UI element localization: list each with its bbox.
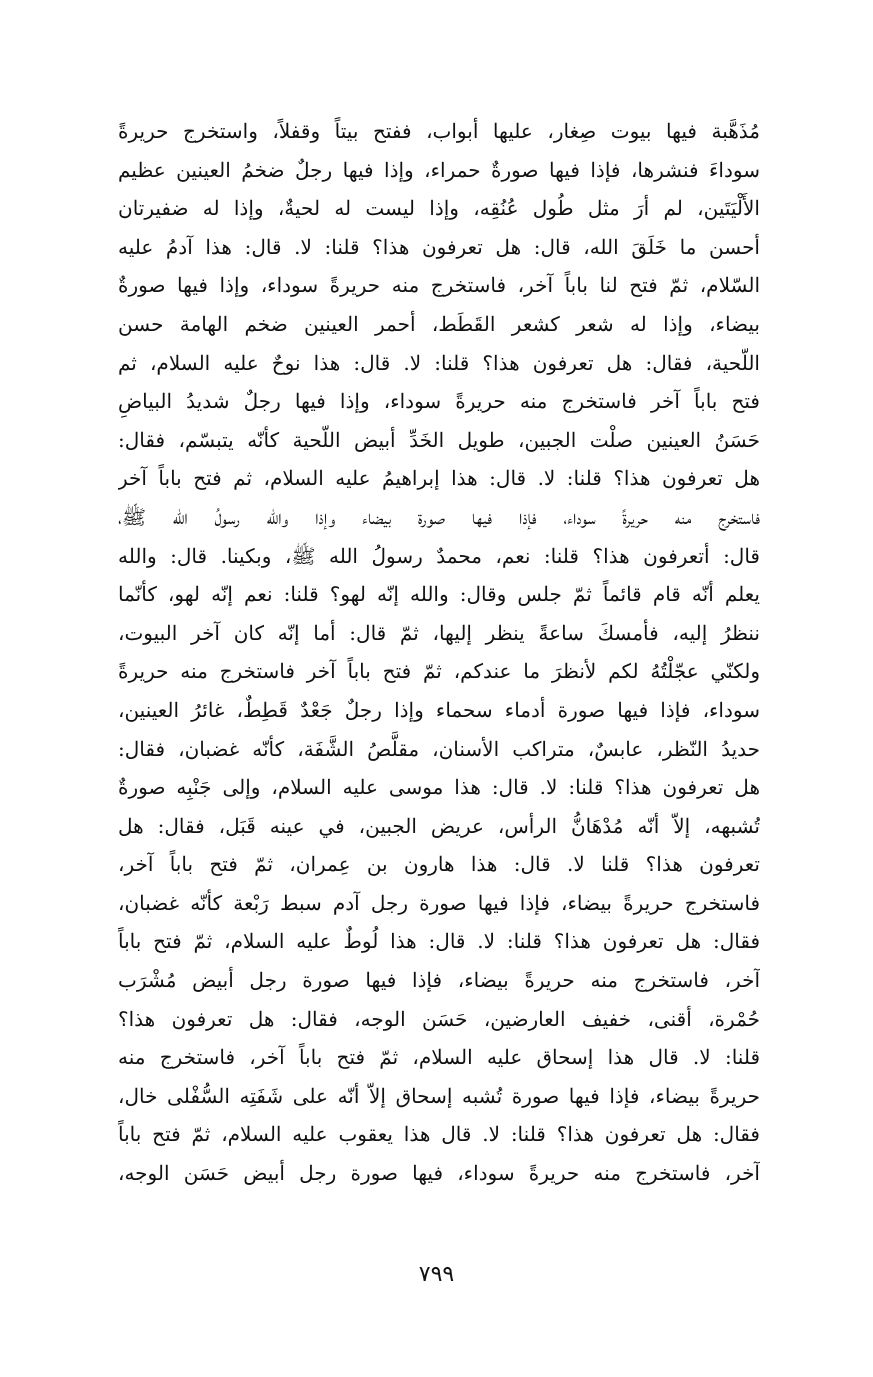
- body-text: [118, 112, 760, 1193]
- text-line-14: ننظرُ إليه، فأمسكَ ساعةً ينظر إليها، ثمّ قال: أما إنّه كان آخر البيوت،: [118, 620, 760, 645]
- text-line-22: فقال: هل تعرفون هذا؟ قلنا: لا. قال: هذا لُوطٌ عليه السلام، ثمّ فتح باباً: [118, 929, 760, 954]
- text-line-4: أحسن ما خَلَقَ الله، قال: هل تعرفون هذا؟ قلنا: لا. قال: هذا آدمُ عليه: [118, 234, 760, 259]
- text-line-24: حُمْرة، أقنى، خفيف العارضين، حَسَن الوجه، فقال: هل تعرفون هذا؟: [118, 1006, 760, 1031]
- text-line-21: فاستخرج حريرةً بيضاء، فإذا فيها صورة رجل آدم سبط رَبْعة كأنّه غضبان،: [118, 890, 760, 915]
- text-line-23: آخر، فاستخرج منه حريرةً بيضاء، فإذا فيها صورة رجل أبيض مُشْرَب: [118, 968, 760, 993]
- text-line-13: يعلم أنّه قام قائماً ثمّ جلس وقال: والله إنّه لهو؟ قلنا: نعم إنّه لهو، كأنّما: [118, 582, 760, 607]
- text-line-10: هل تعرفون هذا؟ قلنا: لا. قال: هذا إبراهيمُ عليه السلام، ثم فتح باباً آخر: [118, 466, 760, 491]
- text-line-8: فتح باباً آخر فاستخرج منه حريرةً سوداء، وإذا فيها رجلٌ شديدُ البياضِ: [118, 389, 760, 414]
- text-line-1: مُذَهَّبة فيها بيوت صِغار، عليها أبواب، ففتح بيتاً وقفلاً، واستخرج حريرةً: [118, 119, 760, 143]
- text-line-3: الأَلْيَتَين، لم أرَ مثل طُول عُنُقِه، وإذا ليست له لحيةٌ، وإذا له ضفيرتان: [118, 196, 760, 221]
- text-line-16: سوداء، فإذا فيها صورة أدماء سحماء وإذا رجلٌ جَعْدٌ قَطِطٌ، غائرُ العينين،: [118, 697, 760, 722]
- text-line-17: حديدُ النّظر، عابسٌ، متراكب الأسنان، مقلَّصُ الشَّفَة، كأنّه غضبان، فقال:: [118, 736, 760, 761]
- text-line-6: بيضاء، وإذا له شعر كشعر القَطَط، أحمر العينين ضخم الهامة حسن: [118, 311, 760, 336]
- text-line-25: قلنا: لا. قال هذا إسحاق عليه السلام، ثمّ فتح باباً آخر، فاستخرج منه: [118, 1045, 760, 1070]
- text-line-12: قال: أتعرفون هذا؟ قلنا: نعم، محمدٌ رسولُ الله ﷺ، وبكينا. قال: والله: [118, 543, 760, 568]
- text-line-15: ولكنّي عجّلْتُهُ لكم لأنظرَ ما عندكم، ثمّ فتح باباً آخر فاستخرج منه حريرةً: [118, 659, 760, 684]
- text-line-27: فقال: هل تعرفون هذا؟ قلنا: لا. قال هذا يعقوب عليه السلام، ثمّ فتح باباً: [118, 1122, 760, 1147]
- text-line-28: آخر، فاستخرج منه حريرةً سوداء، فيها صورة رجل أبيض حَسَن الوجه،: [118, 1161, 760, 1186]
- text-line-9: حَسَنُ العينين صلْت الجبين، طويل الخَدِّ أبيض اللّحية كأنّه يتبسّم، فقال:: [118, 427, 760, 452]
- text-line-11: فاستخرج منه حريرةً سوداء، فإذا فيها صورة بيضاء وإذا والله رسولُ الله ﷺ،: [118, 504, 760, 529]
- text-line-20: تعرفون هذا؟ قلنا لا. قال: هذا هارون بن عِمران، ثمّ فتح باباً آخر،: [118, 852, 760, 877]
- text-line-19: تُشبهه، إلاّ أنّه مُدْهَانُّ الرأس، عريض الجبين، في عينه قَبَل، فقال: هل: [118, 813, 760, 838]
- text-line-18: هل تعرفون هذا؟ قلنا: لا. قال: هذا موسى عليه السلام، وإلى جَنْبِه صورةٌ: [118, 775, 760, 800]
- text-line-7: اللّحية، فقال: هل تعرفون هذا؟ قلنا: لا. قال: هذا نوحٌ عليه السلام، ثم: [118, 350, 760, 375]
- text-line-5: السّلام، ثمّ فتح لنا باباً آخر، فاستخرج منه حريرةً سوداء، وإذا فيها صورةٌ: [118, 273, 760, 298]
- text-line-26: حريرةً بيضاء، فإذا فيها صورة تُشبه إسحاق إلاّ أنّه على شَفَتِه السُّفْلى خال،: [118, 1083, 760, 1108]
- text-line-2: سوداءَ فنشرها، فإذا فيها صورةٌ حمراء، وإذا فيها رجلٌ ضخمُ العينين عظيم: [118, 157, 760, 182]
- page-number: ٧٩٩: [418, 1262, 455, 1287]
